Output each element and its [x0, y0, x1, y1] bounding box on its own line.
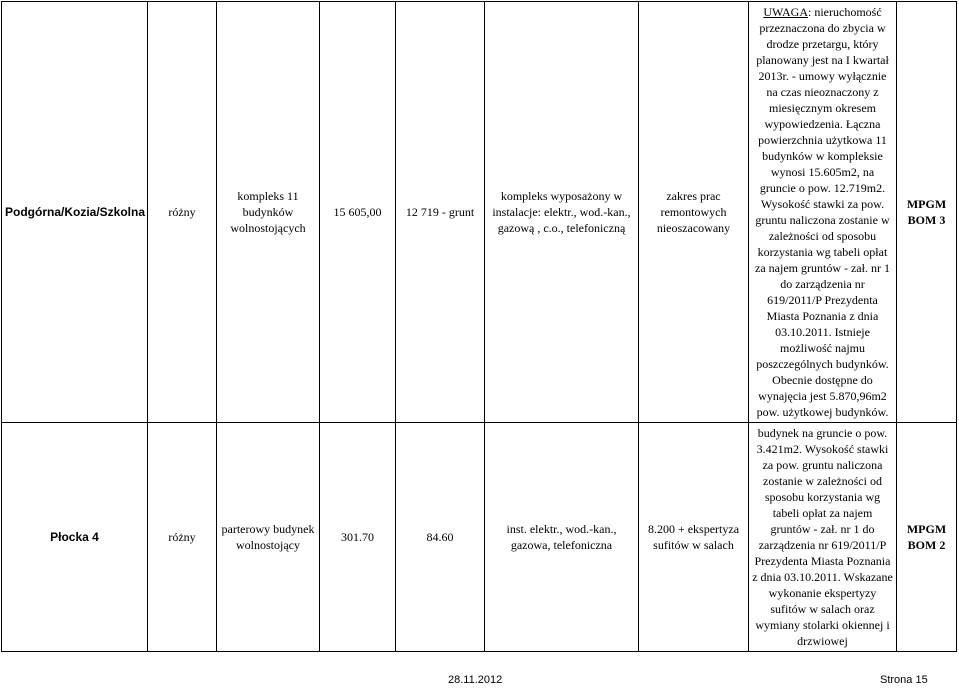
remarks-warning-label: UWAGA [763, 5, 808, 19]
footer-date: 28.11.2012 [448, 674, 503, 686]
installations-cell: inst. elektr., wod.-kan., gazowa, telefoniczna [485, 423, 639, 652]
area-cell: 301.70 [320, 423, 396, 652]
land-cell: 12 719 - grunt [396, 2, 485, 423]
table-row [2, 423, 957, 652]
works-cell: 8.200 + ekspertyza sufitów w salach [639, 423, 749, 652]
bom-cell: MPGM BOM 3 [897, 2, 957, 423]
footer-page-number: Strona 15 [880, 674, 928, 686]
type-cell: różny [148, 423, 217, 652]
building-cell: parterowy budynek wolnostojący [217, 423, 320, 652]
property-table [1, 1, 957, 652]
remarks-text: : nieruchomość przeznaczona do zbycia w drodze przetargu, który planowany jest na I kwartał 2013r. - umowy wyłącznie na czas nieoznaczony z miesięcznym okresem wypowiedzenia. Łączna powierzchnia użytkowa 11 budynków w kompleksie wynosi 15.605m2, na gruncie o pow. 12.719m2. Wysokość stawki za pow. gruntu naliczona zostanie w zależności od sposobu korzystania wg tabeli opłat za najem gruntów - zał. nr 1 do zarządzenia nr 619/2011/P Prezydenta Miasta Poznania z dnia 03.10.2011. Istnieje możliwość najmu poszczególnych budynków. Obecnie dostępne do wynajęcia jest 5.870,96m2 pow. użytkowej budynków. [755, 5, 890, 419]
bom-cell: MPGM BOM 2 [897, 423, 957, 652]
area-cell: 15 605,00 [320, 2, 396, 423]
works-cell: zakres prac remontowych nieoszacowany [639, 2, 749, 423]
type-cell: różny [148, 2, 217, 423]
table-row [2, 2, 957, 423]
land-cell: 84.60 [396, 423, 485, 652]
building-cell: kompleks 11 budynków wolnostojących [217, 2, 320, 423]
location-cell: Płocka 4 [2, 423, 148, 652]
location-cell: Podgórna/Kozia/Szkolna [2, 2, 148, 423]
remarks-cell: budynek na gruncie o pow. 3.421m2. Wysokość stawki za pow. gruntu naliczona zostanie w zależności od sposobu korzystania wg tabeli opłat za najem gruntów - zał. nr 1 do zarządzenia nr 619/2011/P Prezydenta Miasta Poznania z dnia 03.10.2011. Wskazane wykonanie ekspertyzy sufitów w salach oraz wymiany stolarki okiennej i drzwiowej [749, 423, 897, 652]
installations-cell: kompleks wyposażony w instalacje: elektr., wod.-kan., gazową , c.o., telefoniczną [485, 2, 639, 423]
remarks-cell [749, 2, 897, 423]
